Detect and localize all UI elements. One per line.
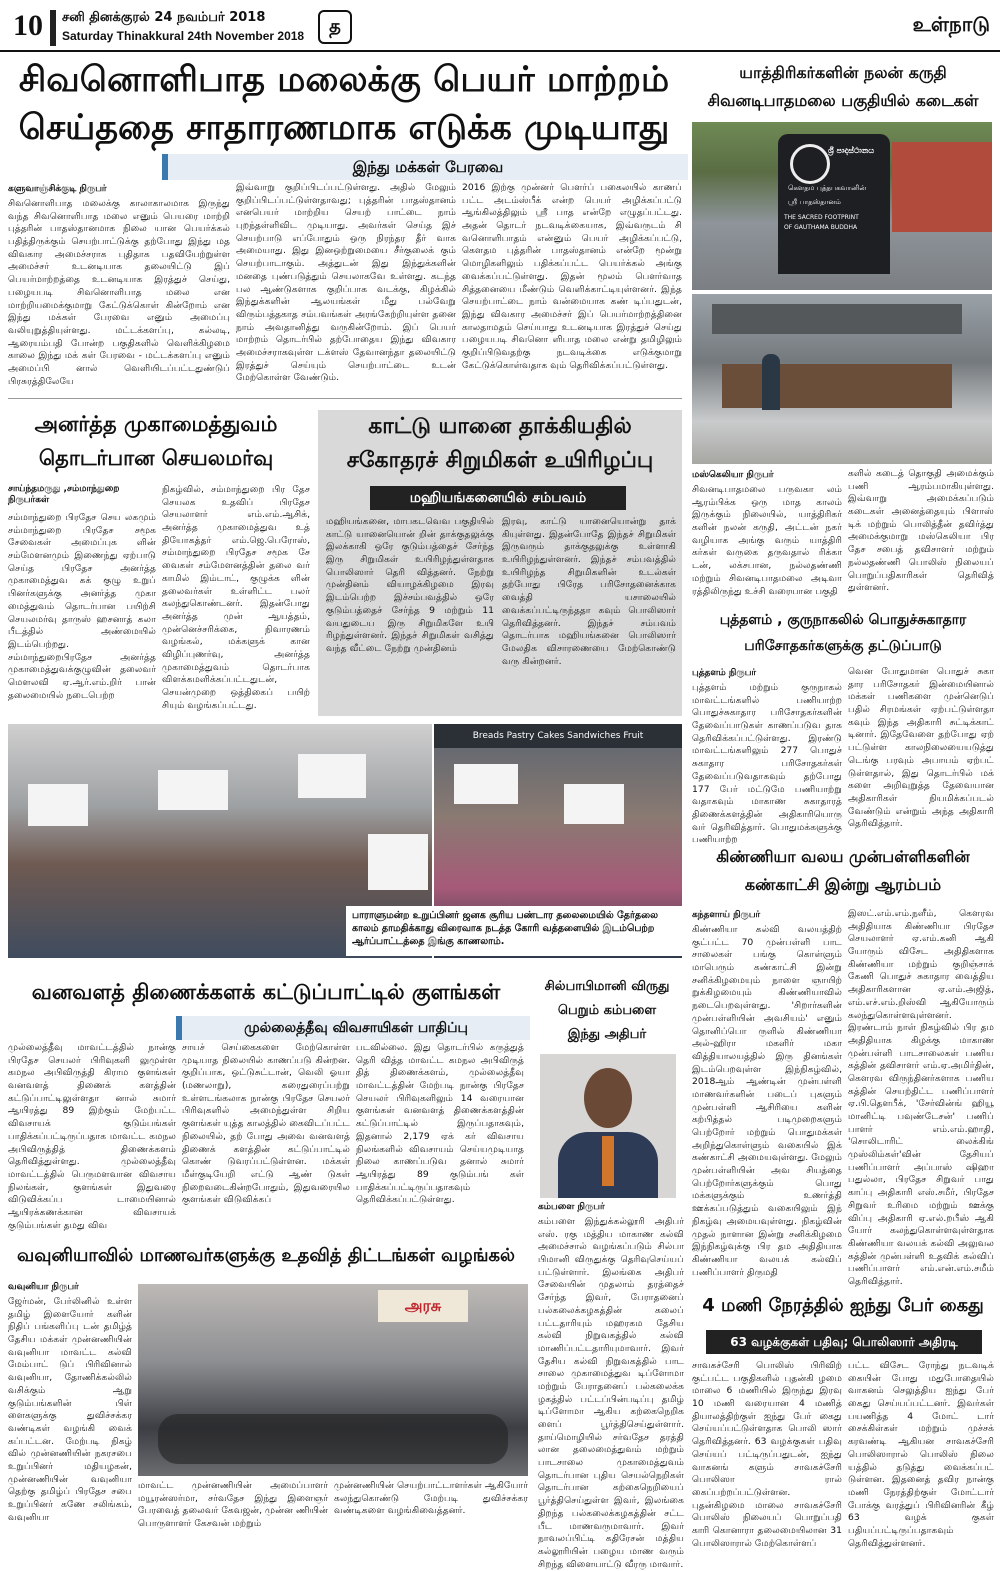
award-headline-3: இந்து அதிபர் [567,1027,647,1042]
elephant-headline-1: காட்டு யானை தாக்கியதில் [368,414,632,439]
arrest-headline: 4 மணி நேரத்தில் ஐந்து பேர் கைது [702,1295,984,1316]
tanks-deck: முல்லைத்தீவு விவசாயிகள் பாதிப்பு [176,1016,530,1040]
shop-building [892,142,992,232]
stall-roof [712,304,962,334]
sign-line-2: கௌதம புத்தபகவானின் [788,184,867,192]
date-english: Saturday Thinakkural 24th November 2018 [62,29,305,43]
elephant-deck: மஹியங்கனையில் சம்பவம் [370,486,626,510]
arrest-col-1: சாவகச்சேரி பொலிஸ் பிரிவிற் குட்பட்ட பகுதிகளில் புதன்கி ழமை மாலை 6 மணியில் இருந்து இரவு 10 மணி வரையான 4 மணித் தியாலத்திற்குள் ஐந்து பேர் கைது செய்யப்பட்டுள்ளதாக பொலி ஸார் தெரிவித்தனர். 63 வழக்குகள் பதிவு செய்யப் பட்டிருப்பதுடன், ஐந்து வாகனங் களும் சாவகச்சேரி பொலிஸா ரால் கைப்பற்றப்பட்டுள்ளன. புதன்கிழமை மாலை சாவகச்சேரி பொலிஸ் நிலையப் பொறுப்பதி காரி கொனாரா தலைமையிலான 31 பொலிஸாரால் மேற்கொள்ளப் [692,1360,842,1549]
page-number: 10 [13,9,43,42]
puttalam-byline: புத்தளம் நிருபர் [692,668,757,678]
award-portrait [540,1054,676,1198]
award-headline-1: சில்பாபிமானி விருது [544,979,670,994]
shops-byline: மஸ்கெலியா நிருபர் [692,470,774,480]
kinniya-headline-2: கண்காட்சி இன்று ஆரம்பம் [744,875,942,894]
bicycle-row [158,1414,508,1464]
arrest-col-2: பட்ட விசேட ரோந்து நடவடிக் கையின் போது மதுபோதையில் வாகனம் செலுத்திய ஐந்து பேர் கைது செய்யப்பட்டனர். இவர்கள் பயணித்த 4 மோட் டார் சைக்கிள்கள் மற்றும் முச்சக் கரவண்டி ஆகியன சாவகச்சேரி பொலிஸாரால் பொலிஸ் நிலை யத்தில் தடுத்து வைக்கப்பட் டுள்ளன. இதனைத் தவிர நான்கு மணி நேரத்திற்குள் மோட்டார் போக்கு வரத்துப் பிரிவினரின் கீழ் 63 வழக் குகள் பதியப்பட்டிருப்பதாகவும் தெரிவித்துள்ளனர். [848,1360,994,1549]
tanks-col-3: படவில்லை. இது தொடர்பில் கருத்துத் தெரி வித்த மாவட்ட கமநல அபிவிருத் தித் திணைக்களம், முல்லைத்தீவு மாவட்டத்தின் மேற்படி நான்கு பிரதேச செயலர் பிரிவுகளிலும் 14 வரையான குளங்கள் வனவளத் திணைக்களத்தின் கட்டுப்பாட்டில் இருப்பதாகவும், இதனால் 2,179 ஏக் கர் விவசாய நிலங்களில் விவசாயம் செய்யமுடியாத நிலை காணப்படுவ தனால் சுமார் ஆயிரத்து 89 குடும்பங் கள் பாதிக்கப்பட்டிருப்பதாகவும் தெரிவிக்கப்பட்டுள்ளது. [356,1042,524,1206]
rename-byline: களுவாஞ்சிக்குடி நிருபர் [8,184,107,194]
vavuniya-photo [138,1284,528,1476]
protest-placard-2 [158,770,228,810]
tanks-col-1: முல்லைத்தீவு மாவட்டத்தில் நான்கு பிரதேச செயலர் பிரிவுகளி லுமுள்ள கமநல அபிவிருத்தி கிராம குளங்கள் வனவளத் திணைக் களத்தின் கட்டுப்பாட்டிலுள்ளதா னால் சுமார் ஆயிரத்து 89 இற்கும் மேற்பட்ட விவசாயக் குடும்பங்கள் பாதிக்கப்பட்டிருப்பதாக மாவட்ட கமநல அபிவிருத்தித் திணைக்களம் தெரிவித்துள்ளது. முல்லைத்தீவு மாவட்டத்தில் பெருமளவான விவசாய நிலங்கள், குளங்கள் இதுவரை விடுவிக்கப்ப டாமையினால் ஆயிரக்கணக்கான விவசாயக் குடும்பங்கள் தமது விவ [8,1042,176,1231]
rename-col-2: இவ்வாறு குறிப்பிடப்பட்டுள்ளது. அதில் மேலும் குறிப்பிடப்பட்டுள்ளதாவது; புத்தரின் பாதஸ்தானம் எனபெயர் மாற்றிய செயற் பாட்டை நாம் புறந்தள்ளிவிட முடியாது. அவர்கள் செய்த இச் செயற்பாடு எப்போதும் ஒரு நிரந்தர தீர் வாக அமையாது. இது இனஒற்றுமையை சீர்குலைக் கும் செயற்பாடாகும். அத்துடன் இது இந்துக்களின் மனதை புண்படுத்தும் செயலாகவே உள்ளது. கடந்த பல ஆண்டுகளாக குறிப்பாக வடக்கு, கிழக்கில் இந்துக்களின் ஆலயங்கள் மீது பல்வேறு விரும்பத்தகாத சம்பவங்கள் அரங்கேற்றியுள்ள தனை நாம் அவதானித்து வருகின்றோம். இப் பெயர் மாற்றம் தொடர்பில் தற்போதைய இந்து விவகார அமைச்சராகவுள்ள டக்ளஸ் தேவானந்தா தலையிட்டு இரத்துச் செய்யும் செயற்பாட்டை உடன் மேற்கொள்ள வேண்டும். [236,182,456,384]
vavuniya-col-1: ஜேர்மன், பேர்லினில் உள்ள தமிழ் இளையோர் களின் நிதிப் பங்களிப்பு டன் தமிழ்த் தேசிய மக்கள் முன்னணியின் வவுனியா மாவட்ட கல்வி மேம்பாட் டுப் பிரிவினால் வவுனியா, தோணிக்கல்லில் வசிக்கும் ஆறு குடும்பங்களின் பிள் ளைகளுக்கு துவிச்சக்கர வண்டிகள் வழங்கி வைக் கப்பட்டன. மேற்படி நிகழ் வில் முன்னணியின் நகரசபை உறுப்பினர் மதியழகன், முன்னணியின் வவுனியா தெற்கு தமிழ்ப் பிரதேச சபை உறுப்பினர் கணே சலிங்கம், வவுனியா [8,1296,132,1523]
protest-placard-5 [454,764,518,804]
kinniya-byline: கந்தளாய் நிருபர் [692,910,761,920]
camp-headline-1: அனர்த்த முகாமைத்துவம் [34,412,278,436]
rename-col-1: சிவனொளிபாத மலைக்கு காலாகாலமாக இருந்து வந்த சிவனொளிபாத மலை எனும் பெயரை மாற்றி புத்தரின் பாதஸ்தானமாக நிலை யான பெயர்க்கல் பதித்திருக்கும் செயற்பாட்டுக்கு தற்போது இந்து மத விவகார அமைச்சராக புதிதாக பதவியேற்றுள்ள அமைச்சர் உடனடியாக தலையிட்டு இப் பெயர்மாற்றத்தை உடனடியாக இரத்துச் செய்து, பழையபடி சிவனொளிபாத மலை என மாற்றியமைக்குமாறு கேட்டுக்கொள் கின்றோம் என இந்து மக்கள் பேரவை எனும் அமைப்பு வலியுறுத்தியுள்ளது. மட்டக்களப்பு, கல்லடி, ஆரையம்பதி போன்ற பகுதிகளில் வெளிக்கிழமை காலை இந்து மக் கள் பேரவை - மட்டக்களப்பு எனும் அமைப்பி னால் வெளியிடப்பட்டதுண்டுப் பிரசுரத்திலேயே [8,198,230,387]
shop-signboard: Breads Pastry Cakes Sandwiches Fruit [434,724,682,748]
stall-vendor [762,354,780,410]
section-title: உள்நாடு [912,12,990,36]
rename-headline-1: சிவனொளிபாத மலைக்கு பெயர் மாற்றம் [18,60,670,100]
vavuniya-headline: வவுனியாவில் மாணவர்களுக்கு உதவித் திட்டங்கள் வழங்கல் [17,1245,515,1266]
elephant-col-1: மஹியங்கனை, மாபகடவெவ பகுதியில் காட்டு யானையொன் றின் தாக்குதலுக்கு இலக்காகி ஒரே குடும்பத்தைச் சேர்ந்த இரு சிறுமிகள் உயிரிழந்துள்ளதாக பொலிஸார் தெரி வித்தனர். நேற்று முன்தினம் வியாழக்கிழமை இரவு இடம்பெற்ற இச்சம்பவத்தில் ஒரே குடும்பத்தைச் சேர்ந்த 9 மற்றும் 11 வயதுடைய இரு சிறுமிகளே உயி ரிழந்துள்ளனர். இந்தச் சிறுமிகள் வசித்து வந்த வீட்டை நேற்று முன்தினம் [326,516,494,654]
kinniya-col-2: இஸட்.எம்.எம்.நளீம், கௌரவ அதிதியாக கிண்ணியா பிரதேச செயலாளர் ஏ.எம்.கனி ஆகி யோரும் விசேட அதிதிகளாக கிண்ணியா மற்றும் குறிஞ்சாக் கேணி பொதுச் சுகாதார வைத்திய அதிகாரிகளான ஏ.எம்.அஜித், எம்.எச்.எம்.றிஸ்வி ஆகியோரும் கலந்துகொள்ளவுள்ளனர். இரண்டாம் நாள் நிகழ்வில் பிர தம அதிதியாக கிழக்கு மாகாண முன்பள்ளி பாடசாலைகள் பணிய கத்தின் தவிசாளர் எம்.ஏ.அமிர்தின், கௌரவ விருந்தினர்களாக பணிய கத்தின் செயற்திட்ட பணிப்பாளர் ஏ.பி.தௌபீக், 'சேர்வின்ங் ஹியூ மானிட்டி பவுண்டேசன்' பணிப் பாளர் எம்.எம்.ஹாதி, 'சொலிடாரிட் லைக்கிங் முஸ்லிம்கள்'வின் தேசியப் பணிப்பாளர் அப்பாஸ் ஷிஹா பதுல்லா, பிரதேச சிறுவர் பாது காப்பு அதிகாரி எஸ்.சமீர், பிரதேச சிறுவர் உரிமை மற்றும் ஊக்கு விப்பு அதிகாரி ஏ.எல்.றபீஸ் ஆகி யோர் கலந்துகொள்ளவுள்ளதாக கிண்ணியா வலயக் கல்வி அலுவல கத்தின் முன்பள்ளி உதவிக் கல்விப் பணிப்பாளர் எம்.என்.எம்.சமீம் தெரிவித்தார். [848,908,994,1287]
shops-col-1: சிவனடிபாதமலை பருவகா லம் ஆரம்பிக்க ஒரு மாத காலம் இருக்கும் நிலையில், யாத்திரிகர் களின் நலன் கருதி, அட்டன் நகர் வழியாக அங்கு வரும் யாத்திரி கர்கள் வருகை தருவதால் ரிக்கா டன், லக்சபான, நல்லதண்ணி மற்றும் சிவனடிபாதமலை அடிவா ரத்திலிருந்து உச்சி வரையான பகுதி [692,484,842,597]
camp-col-2: நிகழ்வில், சம்மாந்துறை பிர தேச செயலக உதவிப் பிரதேச செயலாளர் எம்.எம்.ஆசிக், அனர்த்த முகாமைத்துவ உத் தியோகத்தர் எம்.ஜெ.பெரோஸ், சம்மாந்துறை பிரதேச சமூக சே வைகள் சம்மேளனத்தின் தலை வர் காமில் இம்டாட், குழுக்க ளின் தலைவர்கள் உள்ளிட்ட பலர் கலந்துகொண்டனர். இதன்போது அனர்த்த முன் ஆயத்தம், முன்னெச்சரிக்கை, நிவாரணம் வழங்கல், மக்களுக் கான விழிப்புணர்வு, அனர்த்த முகாமைத்துவம் தொடர்பாக விளக்கமளிக்கப்பட்டதுடன், செயன்முறை ஒத்திகைப் பயிற் சியும் வழங்கப்பட்டது. [162,484,310,711]
camp-headline-2: தொடர்பான செயலமர்வு [38,446,274,470]
protest-placard-6 [564,784,624,824]
rename-headline-2: செய்ததை சாதாரணமாக எடுக்க முடியாது [18,108,670,148]
sign-line-4: THE SACRED FOOTPRINT [784,214,859,221]
sign-line-3: ஸ்ரீ பாதஸ்தானம் [788,198,841,206]
shops-col-2: களில் கடைத் தொகுதி அமைக்கும் பணி ஆரம்பமாகியுள்ளது. இவ்வாறு அமைக்கப்படும் கடைகள் அனைத்தையும் பிளாஸ் டிக் மற்றும் பொலித்தீன் தவிர்த்து அமைக்குமாறு மஸ்கெலியா பிர தேச சபைத் தவிசாளர் மற்றும் நல்லதண்ணி பொலிஸ் நிலையப் பொறுப்பதிகாரிகள் தெரிவித் துள்ளனர். [848,468,994,594]
puttalam-headline-2: பரிசோதகர்களுக்கு தட்டுப்பாடு [744,638,942,654]
award-byline: கம்பளை நிருபர் [538,1202,605,1212]
sign-line-1: ශ්‍රී පාදස්ථානය [828,146,875,155]
sign-line-5: OF GAUTHAMA BUDDHA [784,224,858,231]
protest-placard-3 [298,754,366,798]
shops-photo-sign [692,122,992,290]
tanks-headline: வனவளத் திணைக்களக் கட்டுப்பாட்டில் குளங்கள் [31,980,501,1004]
masthead-logo-icon: த [318,10,352,44]
vavuniya-caption-1: மாவட்ட முன்னணியின் அமைப்பாளர் மயூரன்ஸர்மா, சர்வதேச இந்து இளைஞர் பேரவைத் தலைவர் கேவஜன், முன்ன ணியின் பொருளாளர் கேசவன் மற்றும் [138,1480,328,1530]
arrest-deck: 63 வழக்குகள் பதிவு; பொலிஸார் அதிரடி [706,1330,982,1354]
header-divider [50,10,56,46]
award-headline-2: பெறும் கம்பளை [557,1003,657,1018]
protest-caption: பாராளுமன்ற உறுப்பினர் ஜனக சூரிய பண்டார தலைமையில் தேர்தலை காலம் தாமதிக்காது விரைவாக நடத்த கோரி வத்தளையில் இடம்பெற்ற ஆர்ப்பாட்டத்தை இங்கு காணலாம். [346,906,682,956]
puttalam-headline-1: புத்தளம் , குருநாகலில் பொதுச்சுகாதார [719,612,967,628]
portrait-head [584,1068,632,1128]
rename-deck: இந்து மக்கள் பேரவை [162,154,688,180]
vavuniya-byline: வவுனியா நிருபர் [8,1282,79,1292]
dharma-wheel-icon [790,144,830,184]
shops-photo-stall [692,294,992,464]
shops-headline-2: சிவனடிபாதமலை பகுதியில் கடைகள் [707,91,979,110]
protest-placard-1 [28,784,88,826]
protest-placard-4 [368,834,428,890]
shops-headline-1: யாத்திரிகர்களின் நலன் கருதி [739,63,947,82]
camp-byline: சாய்ந்தமருது ,சம்மாந்துறை நிருபர்கள் [8,484,120,505]
vavuniya-caption-2: முன்னணியின் செயற்பாட்டாளர்கள் ஆகியோர் கலந்துகொண்டு மேற்படி துவிச்சக்கர வண்டிகளை வழங்கிவைத்தனர். [334,1480,528,1517]
vavuniya-banner: அரசு [378,1290,468,1322]
header-rule [0,50,1000,52]
puttalam-col-1: புத்தளம் மற்றும் குருநாகல் மாவட்டங்களில் பணியாற்ற பொதுச்சுகாதார பரிசோதகர்களின் தேவைப்பாடுகள் காணப்படுவ தாக தெரிவிக்கப்பட்டுள்ளது. இரண்டு மாவட்டங்களிலும் 277 பொதுச் சுகாதார பரிசோதகர்கள் தேவைப்படுவதாகவும் தற்போது 177 பேர் மட்டுமே பணியாற்று வதாகவும் மாகாண சுகாதாரத் திணைக்களத்தின் அதிகாரியொரு வர் தெரிவித்தார். பொதுமக்களுக்கு பணியாற்ற [692,682,842,846]
date-tamil: சனி தினக்குரல் 24 நவம்பர் 2018 [62,10,266,25]
stall-counter [722,364,952,408]
portrait-tie [602,1136,614,1186]
elephant-col-2: இரவு, காட்டு யானையொன்று தாக் கியுள்ளது. இதன்போதே இந்தச் சிறுமிகள் இருவரும் தாக்குதலுக்கு உள்ளாகி உயிரிழந்துள்ளனர். இந்தச் சம்பவத்தில் உயிரிழந்த சிறுமிகளின் உடல்கள் தற்போது பிரேத பரிசோதனைக்காக வைத்தி யசாலையில் வைக்கப்பட்டிருந்ததா கவும் பொலிஸார் தெரிவித்தனர். இந்தச் சம்பவம் தொடர்பாக மஹியங்கனை பொலிஸார் மேலதிக விசாரணையை மேற்கொண்டு வரு கின்றனர். [502,516,676,667]
tanks-col-2: சாயச் செய்கைகளை மேற்கொள்ள முடியாத நிலையில் காணப்படு கின்றன. குறிப்பாக, ஒட்டுசுட்டான், வெலி ஓயா (மணலாறு), கரைதுரைப்பற்று உள்ளடங்கலாக நான்கு பிரதேச செயலர் பிரிவுகளில் அமைந்துள்ள சிறிய குளங்கள் யுத்த காலத்தில் கைவிடப்பட்ட நிலையில், தற் போது அவை வனவளத் திணைக் களத்தின் கட்டுப்பாட்டில் கொண் டுவரப்பட்டுள்ளன. மக்கள் மீள்குடியேறி எட்டு ஆண் டுகள் நிறைவடைகின்றபோதும், இதுவரையில குளங்கள் விடுவிக்கப் [182,1042,350,1206]
rename-bottom-rule [8,398,682,399]
kinniya-headline-1: கிண்ணியா வலய முன்பள்ளிகளின் [716,847,970,866]
award-col: கம்பளை இந்துக்கல்லூரி அதிபர் எஸ். ரகு மத்திய மாகாண கல்வி அமைச்சால் வழங்கப்படும் சில்பா பிமானி விருதுக்கு தெரிவுசெய்யப் பட்டுள்ளார். இலங்கை அதிபர் சேவையின் முதலாம் தரத்தைச் சேர்ந்த இவர், பேராதனைப் பல்கலைக்கழகத்தின் கலைப் பட்டதாரியும் மஹரகம தேசிய கல்வி நிறுவகத்தில் கல்வி மாணிப்பட்டதாரியுமாவார். இவர் தேசிய கல்வி நிறுவகத்தில் பாட சாலை முகாமைத்துவ டிப்ளோமா மற்றும் பேராதனைப் பல்கலைக்க ழகத்தில் பட்டப்பின்படிப்பு தமிழ் டிப்ளோமா ஆகிய கற்கைநெறிக ளைப் பூர்த்திசெய்துள்ளார். தாய்மொழியில் சர்வதேச தரத்தி லான தலைமைத்துவம் மற்றும் பாடசாலை முகாமைத்துவம் தொடர்பான புதிய செயல்நெறிகள் தொடர்பான கற்கைநெறியைப் பூர்த்திசெய்துள்ள இவர், இலங்கை திறந்த பல்கலைக்கழகத்தின் சட்ட பீட மாணவருமாவார். இவர் நாவலப்பிட்டி கதிரேசன் மத்திய கல்லூரியின் பழைய மாண வரும் சிறந்த விளையாட்டு வீரரு மாவார். [538,1216,684,1570]
elephant-headline-2: சகோதரச் சிறுமிகள் உயிரிழப்பு [346,448,654,473]
camp-col-1: சம்மாந்துறை பிரதேச செய லகமும் சம்மாந்துறை பிரதேச சமூக சேவைகள் அமைப்புக ளின் சம்மேளனமும் இணைந்து ஏற்பாடு செய்த பிரதேச அனர்த்த முகாமைத்துவ கக் குழு உறுப் பினர்களுக்கு அனர்த்த முகா மைத்துவம் தொடர்பான பயிற்சி செயலமர்வு தாருஸ் ஹசனாத் கலா பீடத்தில் அண்மையில் இடம்பெற்றது. சம்மாந்துறைபிரதேச அனர்த்த முகாமைத்துவக்குழுவின் தலைவர் மௌலவி ஏ.ஆர்.எம்.றிர் பான் தலைமையில் நடைபெற்ற [8,512,156,701]
puttalam-col-2: வென போதுமான பொதுச் சுகா தார பரிசோதகர் இன்மையினால் மக்கள் பணிகளை முன்னெடுப் பதில் சிரமங்கள் ஏற்பட்டுள்ளதா கவும் இந்த அதிகாரி சுட்டிக்காட் டினார். இதேவேளை தற்போது ஏற் பட்டுள்ள காலநிலையையடுத்து டெங்கு பரவும் அபாயம் ஏற்பட் டுள்ளதால், இது தொடர்பில் மக் களை அறிவுறுத்த தேவையான அதிகாரிகள் நியமிக்கப்படல் வேண்டும் என்றும் அந்த அதிகாரி தெரிவித்தார். [848,666,994,830]
kinniya-col-1: கிண்ணியா கல்வி வலயத்திற் குட்பட்ட 70 முன்பள்ளி பாட சாலைகள் பங்கு கொள்ளும் மாபெரும் கண்காட்சி இன்று சனிக்கிழமையும் நாளை ஞாயிற் றுக்கிழமையும் கிண்ணியாவில் நடைபெறவுள்ளது. 'சிறார்களின் முன்பள்ளியின் அவசியம்' எனும் தொனிப்பொ ருளில் கிண்ணியா அல்-ஹிரா மகளிர் மகா வித்தியாலயத்தில் இரு தினங்கள் இடம்பெறவுள்ள இந்நிகழ்வில், 2018ஆம் ஆண்டின் முன்பள்ளி மாணவர்களின் படைப் புகளும் முன்பள்ளி ஆசிரியை களின் கற்பித்தல் படிமுறைகளும் பெற்றோர் மற்றும் பொதுமக்கள் அறிந்துகொள்ளும் வகையில் இக் கண்காட்சி அமையவுள்ளது. மேலும் முன்பள்ளியின் அவ சியத்தை பெற்றோர்களுக்கும் பொது மக்களுக்கும் உணர்த்தி ஊக்கப்படுத்தும் வகையிலும் இந் நிகழ்வு அமையவுள்ளது. நிகழ்வின் முதல் நாளான இன்று சனிக்கிழமை இந்நிகழ்வுக்கு பிர தம அதிதியாக கிண்ணியா வலயக் கல்விப் பணிப்பாளர் திருமதி [692,924,842,1278]
rename-col-3: 2016 இற்கு முன்னர் பௌர்ப் பகைலயில் காணப் பட்ட அடம்ஸ்பீக் என்ற பெயர் அழிக்கப்பட்டு ஆங்கிலத்திலும் ஸ்ரீ பாத என்றே எழுதப்பட்டது. அதன் தொடர் நடவடிக்கையாக, இவ்வருடம் சி வனொளிபாதம் என்னும் பெயர் அழிக்கப்பட்டு, கௌதம புத்தரின் பாதஸ்தானம் என்றே மூன்று மொழிகளிலும் பதிக்கப்பட்ட பெயர்க்கல் அங்கு வைக்கப்பட்டுள்ளது. இதன் மூலம் பௌர்வாத சித்தனையை மீண்டும் வெளிக்காட்டியுள்ளனர். இந்த செயற்பாட்டை நாம் வன்மையாக கண் டிப்பதுடன், இந்து விவகார அமைச்சர் இப் பெயர்மாற்றத்தினை காலதாமதம் செய்யாது உடனடியாக இரத்துச் செய்து பழையபடி சிவனொ ளிபாத மலை என்று தமிழிலும் குறிப்பிடுவதற்கு நடவடிக்கை எடுக்குமாறு கேட்டுக்கொள்வதாக வும் தெரிவிக்கப்பட்டுள்ளது. [462,182,682,371]
